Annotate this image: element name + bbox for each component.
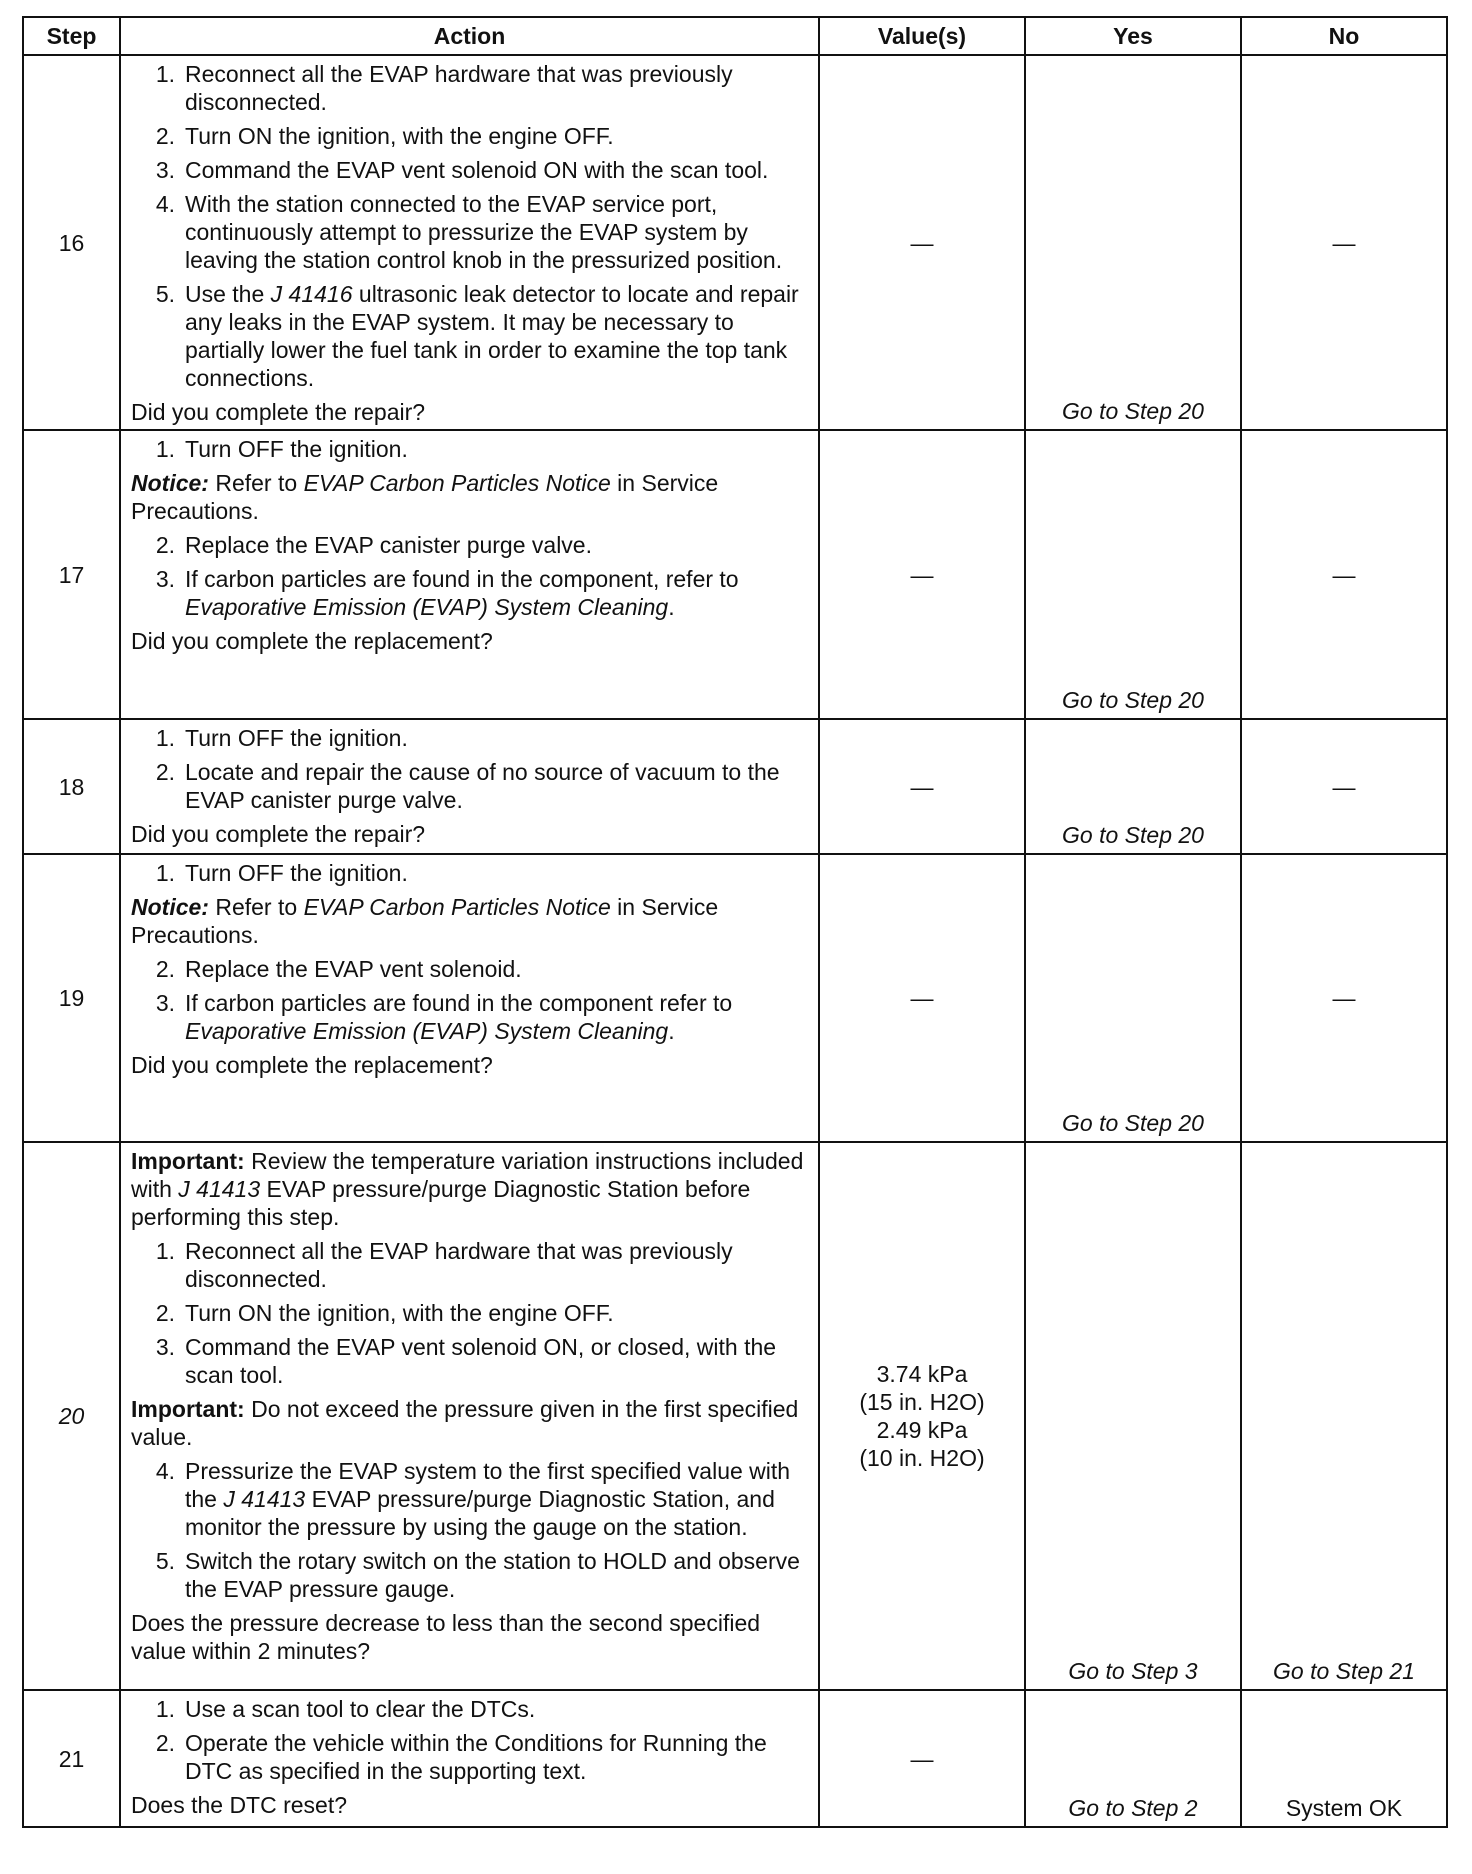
important-note: Important: Review the temperature variation instructions included with J 41413 EVAP pressure/purge Diagnostic Station before performing this step. xyxy=(131,1148,804,1230)
table-row xyxy=(23,719,1447,854)
yes-cell: Go to Step 20 xyxy=(1025,430,1241,719)
notice-note: Notice: Refer to EVAP Carbon Particles Notice in Service Precautions. xyxy=(131,470,719,524)
value-cell: — xyxy=(819,719,1025,854)
no-cell: System OK xyxy=(1241,1690,1447,1827)
list-item: 3. If carbon particles are found in the component refer to Evaporative Emission (EVAP) System Cleaning. xyxy=(155,990,733,1044)
header-row xyxy=(23,17,1447,55)
table-row xyxy=(23,430,1447,719)
value-line: (10 in. H2O) xyxy=(859,1445,985,1471)
no-cell: — xyxy=(1241,55,1447,430)
value-line: 2.49 kPa xyxy=(876,1417,968,1443)
list-item: 5. Use the J 41416 ultrasonic leak detector to locate and repair any leaks in the EVAP system. It may be necessary to partially lower the fuel tank in order to examine the top tank connections. xyxy=(155,281,799,391)
step-number: 16 xyxy=(23,55,120,430)
value-cell: — xyxy=(819,854,1025,1142)
table-row xyxy=(23,1690,1447,1827)
list-item: 1. Reconnect all the EVAP hardware that was previously disconnected. xyxy=(155,61,733,115)
list-item: 4. Pressurize the EVAP system to the first specified value with the J 41413 EVAP pressure/purge Diagnostic Station, and monitor the pressure by using the gauge on the station. xyxy=(155,1458,791,1540)
question-text: Did you complete the repair? xyxy=(131,821,426,847)
step-number: 17 xyxy=(23,430,120,719)
value-cell xyxy=(819,1142,1025,1690)
list-item: 3. If carbon particles are found in the component, refer to Evaporative Emission (EVAP) System Cleaning. xyxy=(155,566,739,620)
action-cell xyxy=(120,430,819,719)
header-yes: Yes xyxy=(1025,17,1241,55)
yes-cell: Go to Step 3 xyxy=(1025,1142,1241,1690)
action-cell xyxy=(120,55,819,430)
list-item: 4. With the station connected to the EVAP service port, continuously attempt to pressurize the EVAP system by leaving the station control knob in the pressurized position. xyxy=(155,191,783,273)
no-cell: Go to Step 21 xyxy=(1241,1142,1447,1690)
no-cell: — xyxy=(1241,719,1447,854)
list-item: 1. Use a scan tool to clear the DTCs. xyxy=(155,1696,536,1722)
yes-cell: Go to Step 20 xyxy=(1025,854,1241,1142)
header-values: Value(s) xyxy=(819,17,1025,55)
diagnostic-page xyxy=(22,16,1446,1828)
table-row xyxy=(23,854,1447,1142)
no-cell: — xyxy=(1241,430,1447,719)
list-item: 1. Turn OFF the ignition. xyxy=(155,725,408,751)
important-note: Important: Do not exceed the pressure given in the first specified value. xyxy=(131,1396,799,1450)
list-item: 2. Replace the EVAP canister purge valve. xyxy=(155,532,592,558)
diagnostic-table xyxy=(22,16,1448,1828)
list-item: 2. Operate the vehicle within the Conditions for Running the DTC as specified in the supporting text. xyxy=(155,1730,767,1784)
question-text: Did you complete the replacement? xyxy=(131,628,493,654)
list-item: 2. Locate and repair the cause of no source of vacuum to the EVAP canister purge valve. xyxy=(155,759,780,813)
action-cell xyxy=(120,1690,819,1827)
value-cell: — xyxy=(819,430,1025,719)
step-number: 20 xyxy=(23,1142,120,1690)
list-item: 1. Turn OFF the ignition. xyxy=(155,436,408,462)
question-text: Does the pressure decrease to less than the second specified value within 2 minutes? xyxy=(131,1610,761,1664)
action-cell xyxy=(120,1142,819,1690)
table-row xyxy=(23,55,1447,430)
list-item: 2. Turn ON the ignition, with the engine OFF. xyxy=(155,1300,614,1326)
header-action: Action xyxy=(120,17,819,55)
question-text: Does the DTC reset? xyxy=(131,1792,348,1818)
value-cell: — xyxy=(819,1690,1025,1827)
header-step: Step xyxy=(23,17,120,55)
action-cell xyxy=(120,719,819,854)
yes-cell: Go to Step 20 xyxy=(1025,719,1241,854)
question-text: Did you complete the replacement? xyxy=(131,1052,493,1078)
value-line: 3.74 kPa xyxy=(876,1361,968,1387)
action-cell xyxy=(120,854,819,1142)
list-item: 5. Switch the rotary switch on the station to HOLD and observe the EVAP pressure gauge. xyxy=(155,1548,800,1602)
list-item: 3. Command the EVAP vent solenoid ON, or closed, with the scan tool. xyxy=(155,1334,777,1388)
list-item: 1. Reconnect all the EVAP hardware that was previously disconnected. xyxy=(155,1238,733,1292)
table-row xyxy=(23,1142,1447,1690)
step-number: 18 xyxy=(23,719,120,854)
list-item: 1. Turn OFF the ignition. xyxy=(155,860,408,886)
value-line: (15 in. H2O) xyxy=(859,1389,985,1415)
header-no: No xyxy=(1241,17,1447,55)
step-number: 21 xyxy=(23,1690,120,1827)
no-cell: — xyxy=(1241,854,1447,1142)
step-number: 19 xyxy=(23,854,120,1142)
list-item: 2. Turn ON the ignition, with the engine OFF. xyxy=(155,123,614,149)
list-item: 2. Replace the EVAP vent solenoid. xyxy=(155,956,522,982)
list-item: 3. Command the EVAP vent solenoid ON with the scan tool. xyxy=(155,157,769,183)
notice-note: Notice: Refer to EVAP Carbon Particles Notice in Service Precautions. xyxy=(131,894,719,948)
value-cell: — xyxy=(819,55,1025,430)
yes-cell: Go to Step 20 xyxy=(1025,55,1241,430)
question-text: Did you complete the repair? xyxy=(131,399,426,425)
yes-cell: Go to Step 2 xyxy=(1025,1690,1241,1827)
